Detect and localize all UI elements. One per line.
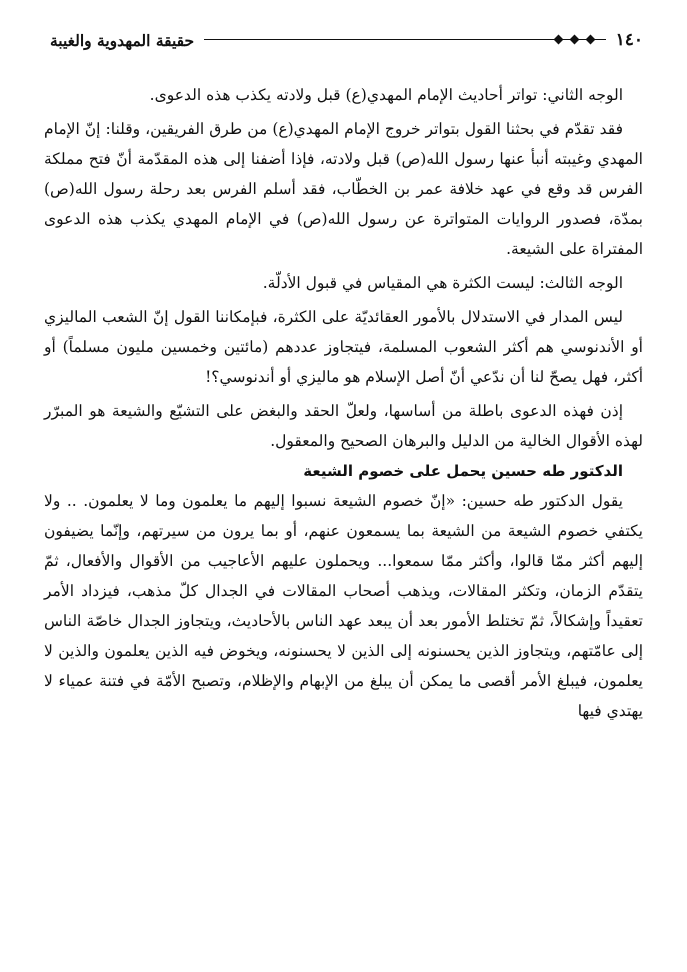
header-ornament: [555, 33, 594, 43]
ornament-diamond: [569, 35, 579, 45]
paragraph-conclusion: إذن فهذه الدعوى باطلة من أساسها، ولعلّ الحقد والبغض على التشيّع والشيعة هو المبرّر لهذه الأقوال الخالية من الدليل والبرهان الصحيح والمعقول.: [44, 402, 643, 450]
header-rule: [204, 33, 606, 47]
paragraph-tawatur: فقد تقدّم في بحثنا القول بتواتر خروج الإمام المهدي(ع) من طرق الفريقين، وقلنا: إنّ الإمام المهدي وغيبته أنبأ عنها رسول الله(ص) قبل ولادته، فإذا أضفنا إلى هذه المقدّمة أنّ فتح مملكة الفرس قد وقع في عهد خلافة عمر بن الخطّاب، فقد أسلم الفرس بعد رحلة رسول الله(ص) بمدّة، فصدور الروايات المتواترة عن رسول الله(ص) في الإمام المهدي يكذب هذه الدعوى المفتراة على الشيعة.: [44, 120, 643, 258]
paragraph-majority: ليس المدار في الاستدلال بالأمور العقائديّة على الكثرة، فبإمكاننا القول إنّ الشعب الماليزي أو الأندنوسي هم أكثر الشعوب المسلمة، فيتجاوز عددهم (مائتين وخمسين مليون مسلماً) أو أكثر، فهل يصحّ لنا أن ندّعي أنّ أصل الإسلام هو ماليزي أو أندنوسي؟!: [44, 308, 643, 386]
running-title: حقيقة المهدوية والغيبة: [50, 30, 195, 50]
paragraph-third-aspect: الوجه الثالث: ليست الكثرة هي المقياس في قبول الأدلّة.: [262, 274, 623, 292]
paragraph-second-aspect: الوجه الثاني: تواتر أحاديث الإمام المهدي(ع) قبل ولادته يكذب هذه الدعوى.: [149, 86, 623, 104]
ornament-diamond: [553, 35, 563, 45]
header-rule-line: [204, 39, 606, 40]
section-heading: الدكتور طه حسين يحمل على خصوم الشيعة: [303, 462, 623, 480]
paragraph-taha-hussein-quote: يقول الدكتور طه حسين: «إنّ خصوم الشيعة نسبوا إليهم ما يعلمون وما لا يعلمون. .. ولا يكتفي خصوم الشيعة من الشيعة بما يسمعون عنهم، أو بما يرون من سيرتهم، وإنّما يضيفون إليهم أكثر ممّا قالوا، وأكثر ممّا سمعوا... ويحملون عليهم الأعاجيب من الأقوال والأفعال، ثمّ يتقدّم الزمان، وتكثر المقالات، ويذهب أصحاب المقالات في الجدال كلّ مذهب، فيزداد الأمر تعقيداً وإشكالاً، ثمّ تختلط الأمور بعد أن يبعد عهد الناس بالأحاديث، ويتجاوز الجدال خاصّة الناس إلى عامّتهم، ويتجاوز الذين يحسنونه إلى الذين لا يحسنونه، ويخوض فيه الذين يعلمون والذين لا يعلمون، فيبلغ الأمر أقصى ما يمكن أن يبلغ من الإبهام والإظلام، وتصبح الأمّة في فتنة عمياء لا يهتدي فيها: [44, 492, 643, 720]
page-body: [44, 80, 643, 726]
page-number: ١٤٠: [615, 30, 643, 50]
ornament-diamond: [585, 35, 595, 45]
page-header: [50, 25, 643, 55]
